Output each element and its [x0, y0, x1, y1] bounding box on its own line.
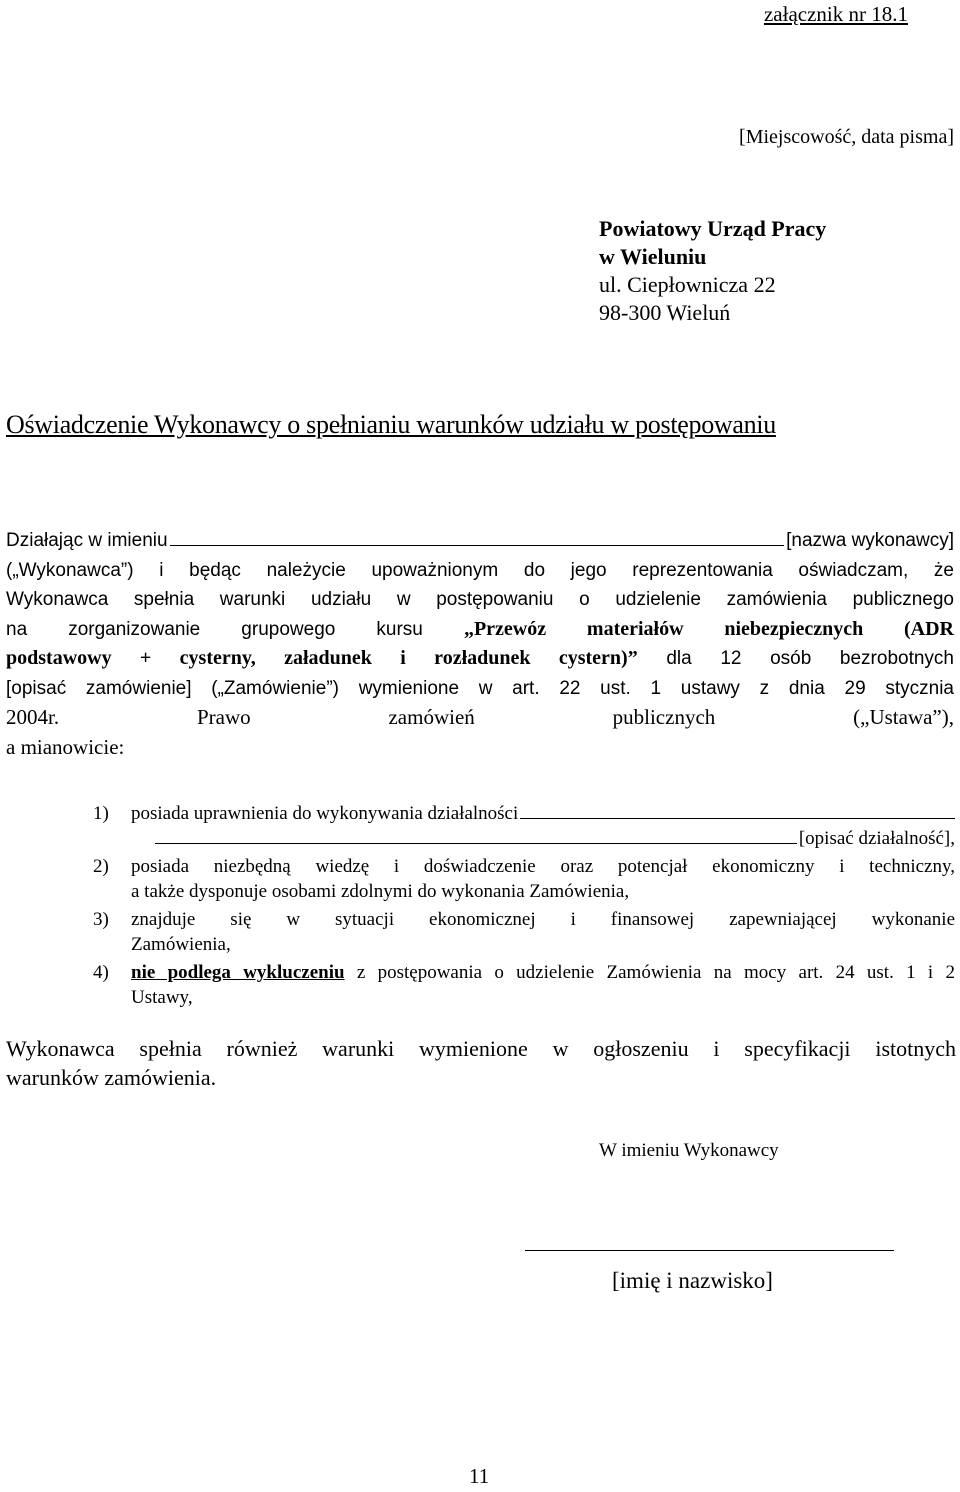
- list-item-number: 3): [93, 909, 109, 930]
- addressee-line-2: w Wieluniu: [599, 244, 707, 269]
- intro-line-8: a mianowicie:: [6, 734, 125, 759]
- closing-paragraph: [6, 1034, 956, 1092]
- activity-hint: [opisać działalność],: [798, 827, 955, 849]
- course-name: „Przewóz materiałów niebezpiecznych (ADR: [463, 617, 954, 640]
- signer-name-hint: [imię i nazwisko]: [612, 1268, 773, 1293]
- list-item-text: [131, 961, 955, 986]
- list-item-number: 1): [93, 803, 109, 824]
- intro-line-2: („Wykonawca”) i będąc należycie upoważnionym do jego reprezentowania oświadczam, że: [6, 559, 954, 581]
- signature-line: [525, 1250, 894, 1251]
- intro-line-6: [opisać zamówienie] („Zamówienie”) wymienione w art. 22 ust. 1 ustawy z dnia 29 stycznia: [6, 677, 954, 699]
- page-number: 11: [469, 1464, 490, 1488]
- list-item-text: Zamówienia,: [131, 933, 231, 955]
- list-item-number: 2): [93, 856, 109, 877]
- list-item-body: [131, 961, 955, 1010]
- list-item-text: znajduje się w sytuacji ekonomicznej i finansowej zapewniającej wykonanie: [131, 909, 955, 930]
- document-title: Oświadczenie Wykonawcy o spełnianiu warunków udziału w postępowaniu: [6, 410, 776, 439]
- course-name: podstawowy + cysterny, załadunek i rozładunek cystern)”: [6, 647, 638, 669]
- list-item-text: Ustawy,: [131, 986, 193, 1008]
- intro-text: Działając w imieniu: [6, 530, 168, 551]
- intro-text: na zorganizowanie grupowego kursu: [6, 618, 423, 640]
- intro-text: dla 12 osób bezrobotnych: [666, 648, 954, 669]
- list-item: [93, 908, 955, 957]
- list-item: [93, 855, 955, 904]
- list-item: [93, 802, 955, 851]
- list-item-text: a także dysponuje osobami zdolnymi do wykonania Zamówienia,: [131, 880, 630, 902]
- addressee-line-4: 98-300 Wieluń: [599, 300, 731, 325]
- addressee-block: [599, 215, 826, 327]
- list-item-text: z postępowania o udzielenie Zamówienia na mocy art. 24 ust. 1 i 2: [344, 962, 955, 983]
- intro-line-3: Wykonawca spełnia warunki udziału w postępowaniu o udzielenie zamówienia publicznego: [6, 589, 954, 610]
- addressee-line-1: Powiatowy Urząd Pracy: [599, 216, 827, 241]
- intro-line-1: [6, 526, 954, 556]
- intro-line-5: [6, 644, 954, 674]
- activity-blank: [520, 802, 955, 819]
- list-item-number: 4): [93, 962, 109, 983]
- intro-paragraph: [6, 526, 954, 762]
- annex-label: załącznik nr 18.1: [763, 2, 908, 26]
- list-item-body: [131, 855, 955, 904]
- conditions-list: [93, 802, 955, 1010]
- exclusion-emphasis: nie podlega wykluczeniu: [131, 962, 345, 983]
- contractor-name-hint: [nazwa wykonawcy]: [786, 530, 954, 551]
- closing-line-1: Wykonawca spełnia również warunki wymienione w ogłoszeniu i specyfikacji istotnych: [6, 1036, 956, 1061]
- intro-line-4: [6, 615, 954, 645]
- list-item-text: posiada uprawnienia do wykonywania działalności: [131, 803, 519, 824]
- addressee-line-3: ul. Ciepłownicza 22: [599, 272, 776, 297]
- place-date: [Miejscowość, data pisma]: [739, 126, 954, 148]
- intro-line-7: 2004r. Prawo zamówień publicznych („Ustawa”),: [6, 705, 954, 729]
- list-item-text: posiada niezbędną wiedzę i doświadczenie oraz potencjał ekonomiczny i techniczny,: [131, 856, 955, 877]
- closing-line-2: warunków zamówienia.: [6, 1065, 217, 1090]
- activity-blank: [155, 827, 797, 844]
- list-item-body: [131, 908, 955, 957]
- list-item-body: [131, 802, 955, 851]
- contractor-name-blank: [170, 527, 785, 546]
- on-behalf-label: W imieniu Wykonawcy: [599, 1140, 779, 1161]
- list-item: [93, 961, 955, 1010]
